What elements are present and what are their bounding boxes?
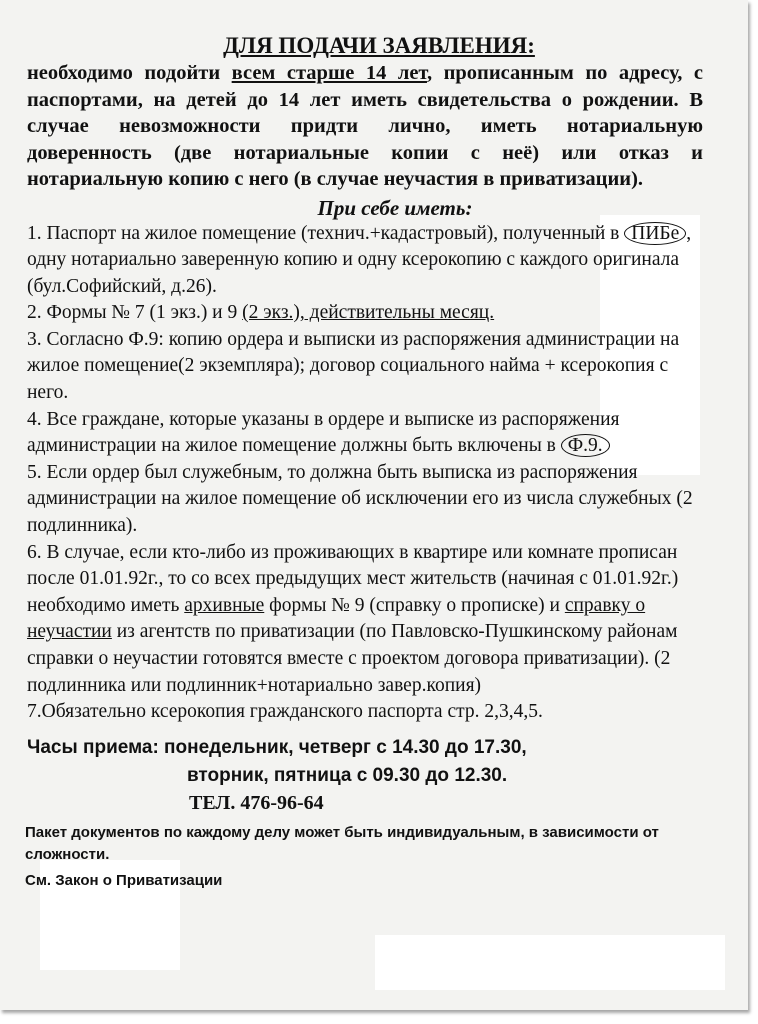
intro-text: , прописанным по адресу, с паспортами, на детей до 14 лет иметь свидетельства о рождении. В случае невозможности придти лично, иметь нотариальную доверенность (две нотариальные копии с неё) или отказ и нотариальную копию с него (в случае неучастия в приватизации). — [27, 62, 704, 190]
item-text: формы № 9 (справку о прописке) и — [264, 594, 565, 616]
list-item-3: 3. Согласно Ф.9: копию ордера и выписки из распоряжения администрации на жилое помещение(2 экземпляра); договор социального найма + ксерокопия с него. — [27, 328, 680, 404]
list-item-1 — [27, 221, 703, 301]
reception-hours-2: вторник, пятница с 09.30 до 12.30. — [187, 764, 508, 786]
phone-number: ТЕЛ. 476-96-64 — [189, 791, 324, 814]
item-text: 2. Формы № 7 (1 экз.) и 9 — [27, 302, 243, 324]
item-text: из агентств по приватизации (по Павловско-Пушкинскому районам справки о неучастии готовятся вместе с проектом договора приватизации). (2 подлинника или подлинник+нотариально завер.копия) — [27, 621, 678, 696]
list-item-5: 5. Если ордер был служебным, то должна быть выписка из распоряжения администрации на жилое помещение об исключении его из числа служебных (2 подлинника). — [27, 461, 693, 537]
intro-underlined-text: всем старше 14 лет — [231, 62, 427, 84]
document-title: ДЛЯ ПОДАЧИ ЗАЯВЛЕНИЯ: — [223, 33, 535, 58]
intro-text: необходимо подойти — [27, 62, 232, 84]
intro-paragraph — [27, 60, 703, 193]
reception-hours: Часы приема: понедельник, четверг с 14.30 до 17.30, — [27, 736, 527, 758]
section-subtitle: При себе иметь: — [317, 195, 473, 220]
list-item-6 — [27, 540, 703, 700]
list-item-4 — [27, 407, 703, 460]
circled-text: ПИБе — [624, 222, 686, 245]
underlined-text: архивные — [184, 594, 265, 616]
list-item-7: 7.Обязательно ксерокопия гражданского паспорта стр. 2,3,4,5. — [27, 701, 543, 723]
blank-patch — [375, 935, 725, 990]
underlined-text: (2 экз.), действительны месяц. — [242, 302, 495, 324]
item-text: 6. В случае, если кто-либо из проживающих в квартире или комнате прописан после 01.01.92г., то со всех предыдущих мест жительств (начиная с 01.01.92г.) необходимо иметь — [27, 541, 679, 616]
footer-law-reference: См. Закон о Приватизации — [25, 871, 223, 889]
list-item-2 — [27, 300, 703, 327]
item-text: , одну нотариально заверенную копию и одну ксерокопию с каждого оригинала (бул.Софийский, д.26). — [27, 222, 692, 297]
footer-note: Пакет документов по каждому делу может быть индивидуальным, в зависимости от сложности. — [25, 823, 659, 863]
underlined-text: справку о неучастии — [27, 594, 646, 643]
item-text: 1. Паспорт на жилое помещение (технич.+кадастровый), полученный в — [27, 222, 625, 244]
document-content — [27, 32, 703, 892]
circled-text: Ф.9. — [561, 434, 610, 457]
item-text: 4. Все граждане, которые указаны в ордере и выписке из распоряжения администрации на жилое помещение должны быть включены в — [27, 408, 620, 457]
